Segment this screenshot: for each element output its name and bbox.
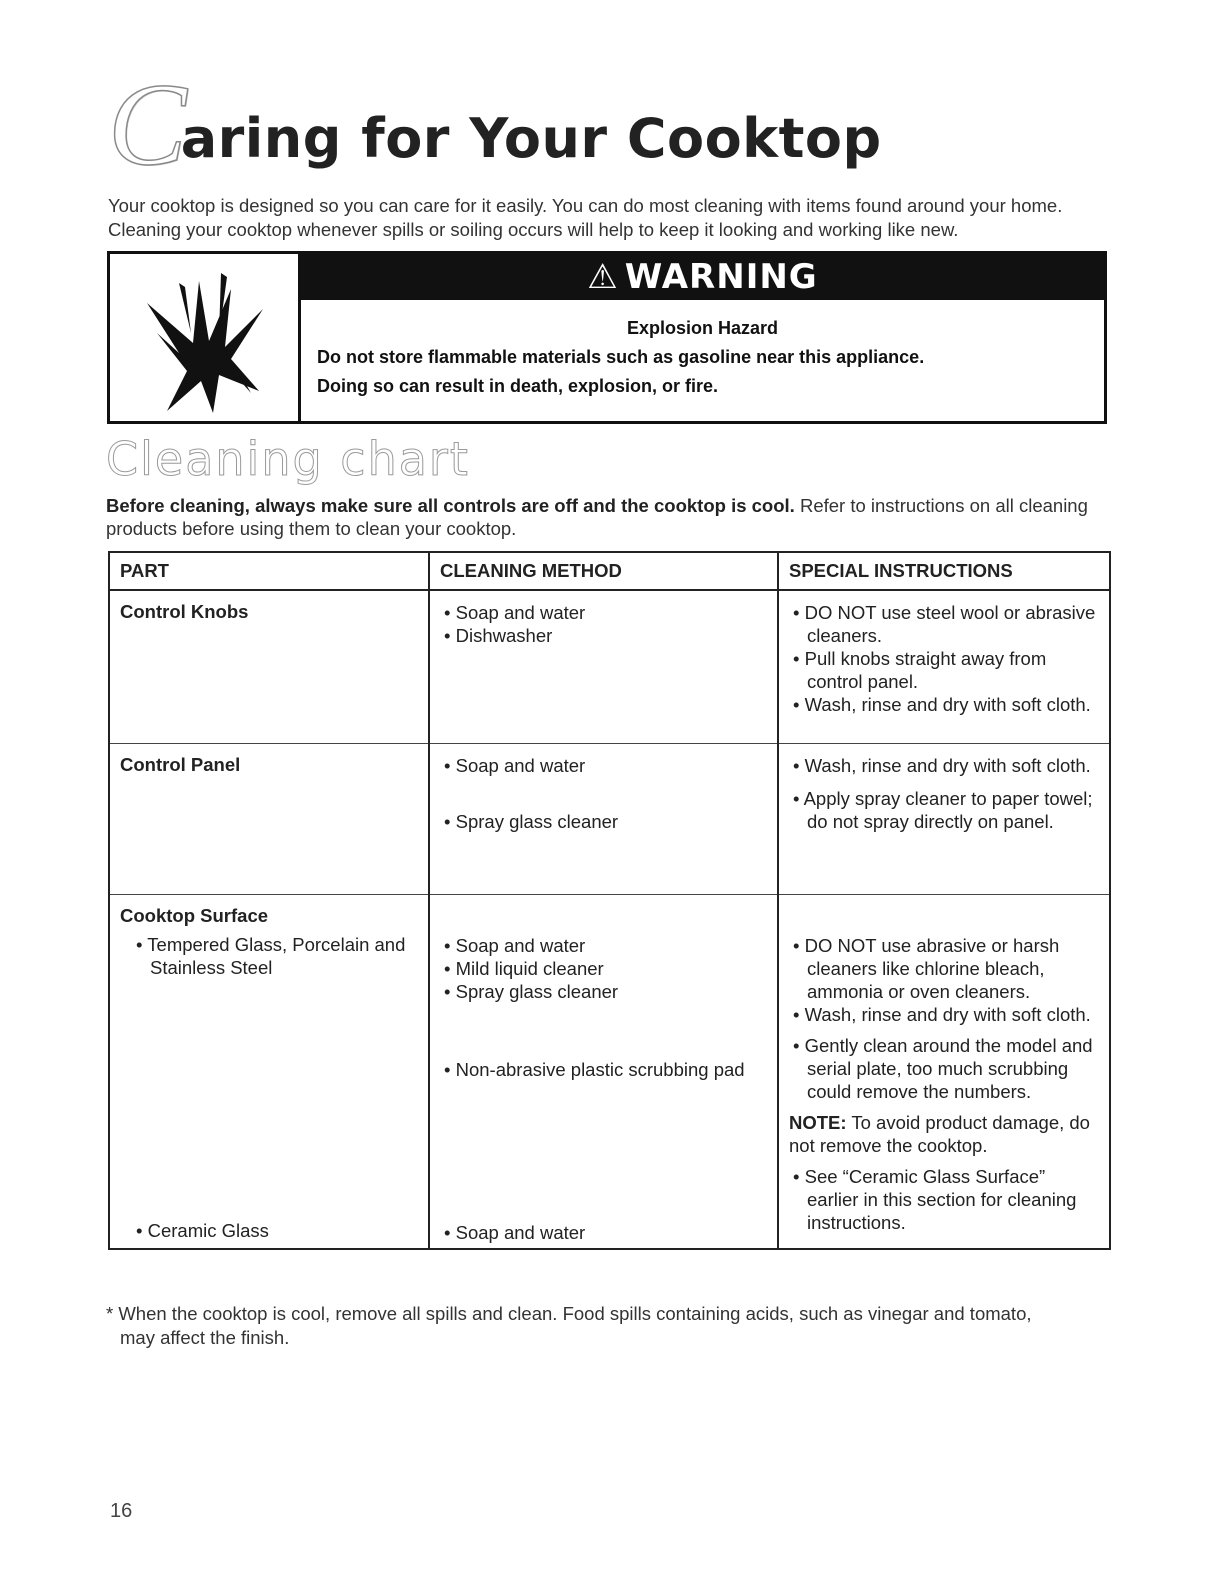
table-row <box>109 590 1110 744</box>
method-item: • Soap and water <box>444 602 586 623</box>
method-item: • Soap and water <box>444 755 586 776</box>
warning-label: WARNING <box>624 257 818 297</box>
warning-line-2: Doing so can result in death, explosion, or fire. <box>317 376 719 396</box>
page-number: 16 <box>110 1500 133 1522</box>
method-item: • Mild liquid cleaner <box>444 958 604 979</box>
method-item: • Non-abrasive plastic scrubbing pad <box>444 1059 745 1080</box>
footnote-line-2: may affect the finish. <box>120 1327 290 1348</box>
lead-normal: Refer to instructions on all cleaning products before using them to clean your cooktop. <box>106 495 1088 539</box>
note <box>789 1111 1099 1157</box>
warning-line-1: Do not store flammable materials such as gasoline near this appliance. <box>317 347 925 367</box>
lead-bold: Before cleaning, always make sure all controls are off and the cooktop is cool. <box>106 495 795 516</box>
title-text: aring for Your Cooktop <box>180 107 882 170</box>
header-part: PART <box>109 552 429 590</box>
lead-paragraph <box>106 494 1111 540</box>
cleaning-chart-table <box>108 551 1111 1250</box>
part-subtype: • Tempered Glass, Porcelain and Stainless Steel <box>136 934 406 978</box>
method-item: • Spray glass cleaner <box>444 811 619 832</box>
section-heading: Cleaning chart <box>106 432 470 486</box>
method-item: • Soap and water <box>444 935 586 956</box>
page-title <box>108 59 882 190</box>
warning-header <box>301 254 1104 300</box>
method-item: • Soap and water <box>444 1222 586 1243</box>
instruction-item: • Wash, rinse and dry with soft cloth. <box>793 755 1091 776</box>
instruction-item: • Apply spray cleaner to paper towel; do not spray directly on panel. <box>793 788 1093 832</box>
header-method: CLEANING METHOD <box>429 552 778 590</box>
instruction-item: • DO NOT use steel wool or abrasive cleaners. <box>793 602 1096 646</box>
part-name: Control Knobs <box>120 601 249 622</box>
warning-triangle-icon: ⚠ <box>587 257 619 297</box>
instruction-item: • Gently clean around the model and serial plate, too much scrubbing could remove the numbers. <box>793 1035 1093 1102</box>
footnote-line-1: * When the cooktop is cool, remove all spills and clean. Food spills containing acids, such as vinegar and tomato, <box>106 1303 1032 1324</box>
instruction-item: • Pull knobs straight away from control panel. <box>793 648 1047 692</box>
instruction-item: • See “Ceramic Glass Surface” earlier in this section for cleaning instructions. <box>793 1166 1077 1233</box>
hazard-title: Explosion Hazard <box>626 318 779 338</box>
explosion-icon <box>110 254 301 421</box>
table-row <box>109 895 1110 1250</box>
method-item: • Dishwasher <box>444 625 553 646</box>
part-name: Control Panel <box>120 754 241 775</box>
note-text: To avoid product damage, do not remove the cooktop. <box>789 1112 1090 1156</box>
title-dropcap: C <box>108 59 187 190</box>
table-header-row <box>109 552 1110 590</box>
warning-box <box>107 251 1107 424</box>
method-item: • Spray glass cleaner <box>444 981 619 1002</box>
instruction-item: • Wash, rinse and dry with soft cloth. <box>793 1004 1091 1025</box>
footnote <box>106 1302 1116 1350</box>
instruction-item: • Wash, rinse and dry with soft cloth. <box>793 694 1091 715</box>
part-name: Cooktop Surface <box>120 905 269 926</box>
instruction-item: • DO NOT use abrasive or harsh cleaners like chlorine bleach, ammonia or oven cleaners. <box>793 935 1060 1002</box>
intro-paragraph: Your cooktop is designed so you can care for it easily. You can do most cleaning with items found around your home. Cleaning your cooktop whenever spills or soiling occurs will help to keep it looking and working like new. <box>108 195 1063 240</box>
note-label: NOTE: <box>789 1112 847 1133</box>
table-row <box>109 744 1110 895</box>
part-subtype: • Ceramic Glass <box>136 1220 269 1241</box>
header-instructions: SPECIAL INSTRUCTIONS <box>778 552 1110 590</box>
